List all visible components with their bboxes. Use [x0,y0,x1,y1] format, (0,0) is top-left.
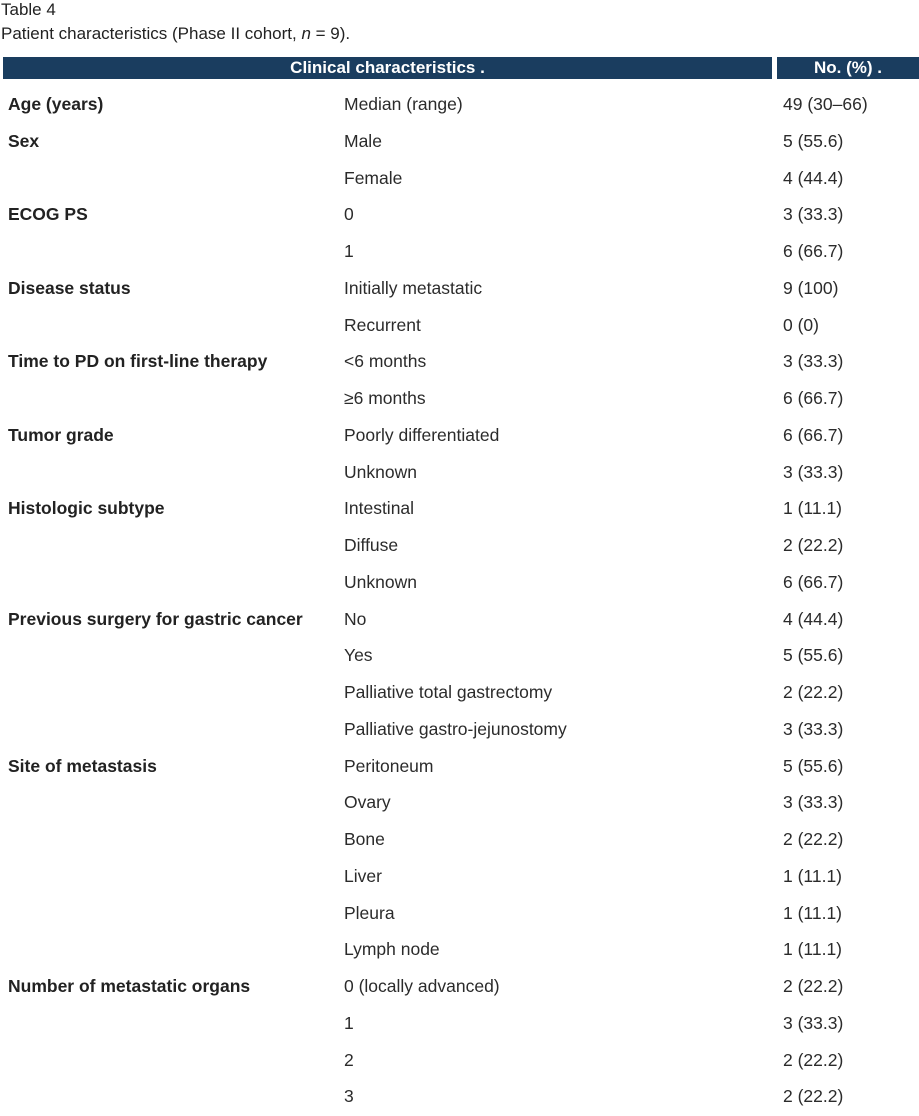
row-category: Time to PD on first-line therapy [8,351,268,372]
row-category: Previous surgery for gastric cancer [8,608,303,629]
table-row [0,418,919,455]
row-category: Number of metastatic organs [8,976,251,996]
row-subcategory: 2 [344,1049,354,1070]
table-row [0,675,919,712]
row-subcategory: Palliative total gastrectomy [344,682,553,702]
row-count-percent: 1 (11.1) [783,498,843,519]
table-row [0,234,919,271]
row-subcategory: No [344,608,367,629]
row-count-percent: 1 (11.1) [783,865,843,886]
row-count-percent: 3 (33.3) [783,792,844,813]
table-row [0,565,919,602]
row-subcategory: Female [344,167,403,188]
row-category: Histologic subtype [8,498,165,519]
table-row [0,87,919,124]
row-count-percent: 3 (33.3) [783,718,844,739]
table-row [0,124,919,161]
row-subcategory: ≥6 months [344,388,426,408]
row-category: Disease status [8,277,131,298]
row-count-percent: 2 (22.2) [783,1049,844,1070]
table-row [0,528,919,565]
table-row [0,859,919,896]
row-subcategory: 0 [344,204,354,225]
row-subcategory: Bone [344,829,385,849]
row-subcategory: Median (range) [344,94,463,114]
row-count-percent: 4 (44.4) [783,608,844,629]
table-row [0,1006,919,1043]
header-number-percent: No. (%) . [777,57,919,79]
row-subcategory: Palliative gastro-jejunostomy [344,718,567,739]
table-row [0,785,919,822]
table-row [0,455,919,492]
table-row [0,1079,919,1116]
table-row [0,932,919,969]
row-count-percent: 4 (44.4) [783,167,844,188]
table-row [0,638,919,675]
row-subcategory: Poorly differentiated [344,424,500,445]
row-subcategory: Pleura [344,902,395,923]
row-subcategory: 3 [344,1086,354,1107]
row-count-percent: 6 (66.7) [783,388,844,408]
table-row [0,896,919,933]
row-subcategory: Intestinal [344,498,415,519]
table-row [0,308,919,345]
table-row [0,822,919,859]
row-count-percent: 5 (55.6) [783,755,844,776]
row-count-percent: 1 (11.1) [783,939,843,960]
table-row [0,969,919,1006]
table-row [0,712,919,749]
caption-text-start: Patient characteristics (Phase II cohort, [1,24,302,43]
caption-n-italic: n [301,24,311,43]
table-caption [1,24,350,44]
row-subcategory: Unknown [344,461,417,482]
row-count-percent: 3 (33.3) [783,1012,844,1033]
row-subcategory: <6 months [344,351,427,372]
table-row [0,161,919,198]
row-count-percent: 49 (30–66) [783,94,868,114]
table-row [0,197,919,234]
table-row [0,271,919,308]
row-category: Tumor grade [8,424,114,445]
row-count-percent: 2 (22.2) [783,682,844,702]
row-subcategory: Initially metastatic [344,277,483,298]
row-count-percent: 1 (11.1) [783,902,843,923]
row-category: Sex [8,130,40,151]
row-category: ECOG PS [8,204,88,225]
row-count-percent: 2 (22.2) [783,976,844,996]
row-subcategory: Diffuse [344,535,399,555]
table-label: Table 4 [1,0,56,19]
table-row [0,749,919,786]
row-count-percent: 2 (22.2) [783,1086,844,1107]
table-row [0,491,919,528]
row-subcategory: Male [344,130,382,151]
row-count-percent: 9 (100) [783,277,839,298]
row-category: Age (years) [8,94,104,114]
row-subcategory: 1 [344,241,354,261]
row-count-percent: 3 (33.3) [783,461,844,482]
row-count-percent: 2 (22.2) [783,829,844,849]
row-subcategory: Peritoneum [344,755,434,776]
row-count-percent: 5 (55.6) [783,130,844,151]
row-count-percent: 6 (66.7) [783,424,844,445]
row-subcategory: Unknown [344,571,417,592]
table-row [0,344,919,381]
caption-text-end: = 9). [310,24,351,43]
row-subcategory: 1 [344,1012,354,1033]
row-count-percent: 6 (66.7) [783,571,844,592]
row-subcategory: Lymph node [344,939,440,960]
header-clinical-characteristics: Clinical characteristics . [3,57,772,79]
row-subcategory: Liver [344,865,382,886]
table-row [0,602,919,639]
row-count-percent: 3 (33.3) [783,204,844,225]
row-count-percent: 2 (22.2) [783,535,844,555]
table-row [0,1043,919,1080]
table-row [0,381,919,418]
row-subcategory: 0 (locally advanced) [344,976,500,996]
row-count-percent: 5 (55.6) [783,645,844,666]
row-count-percent: 6 (66.7) [783,241,844,261]
row-subcategory: Yes [344,645,373,666]
row-count-percent: 0 (0) [783,314,819,335]
row-category: Site of metastasis [8,755,157,776]
row-count-percent: 3 (33.3) [783,351,844,372]
row-subcategory: Ovary [344,792,391,813]
row-subcategory: Recurrent [344,314,421,335]
